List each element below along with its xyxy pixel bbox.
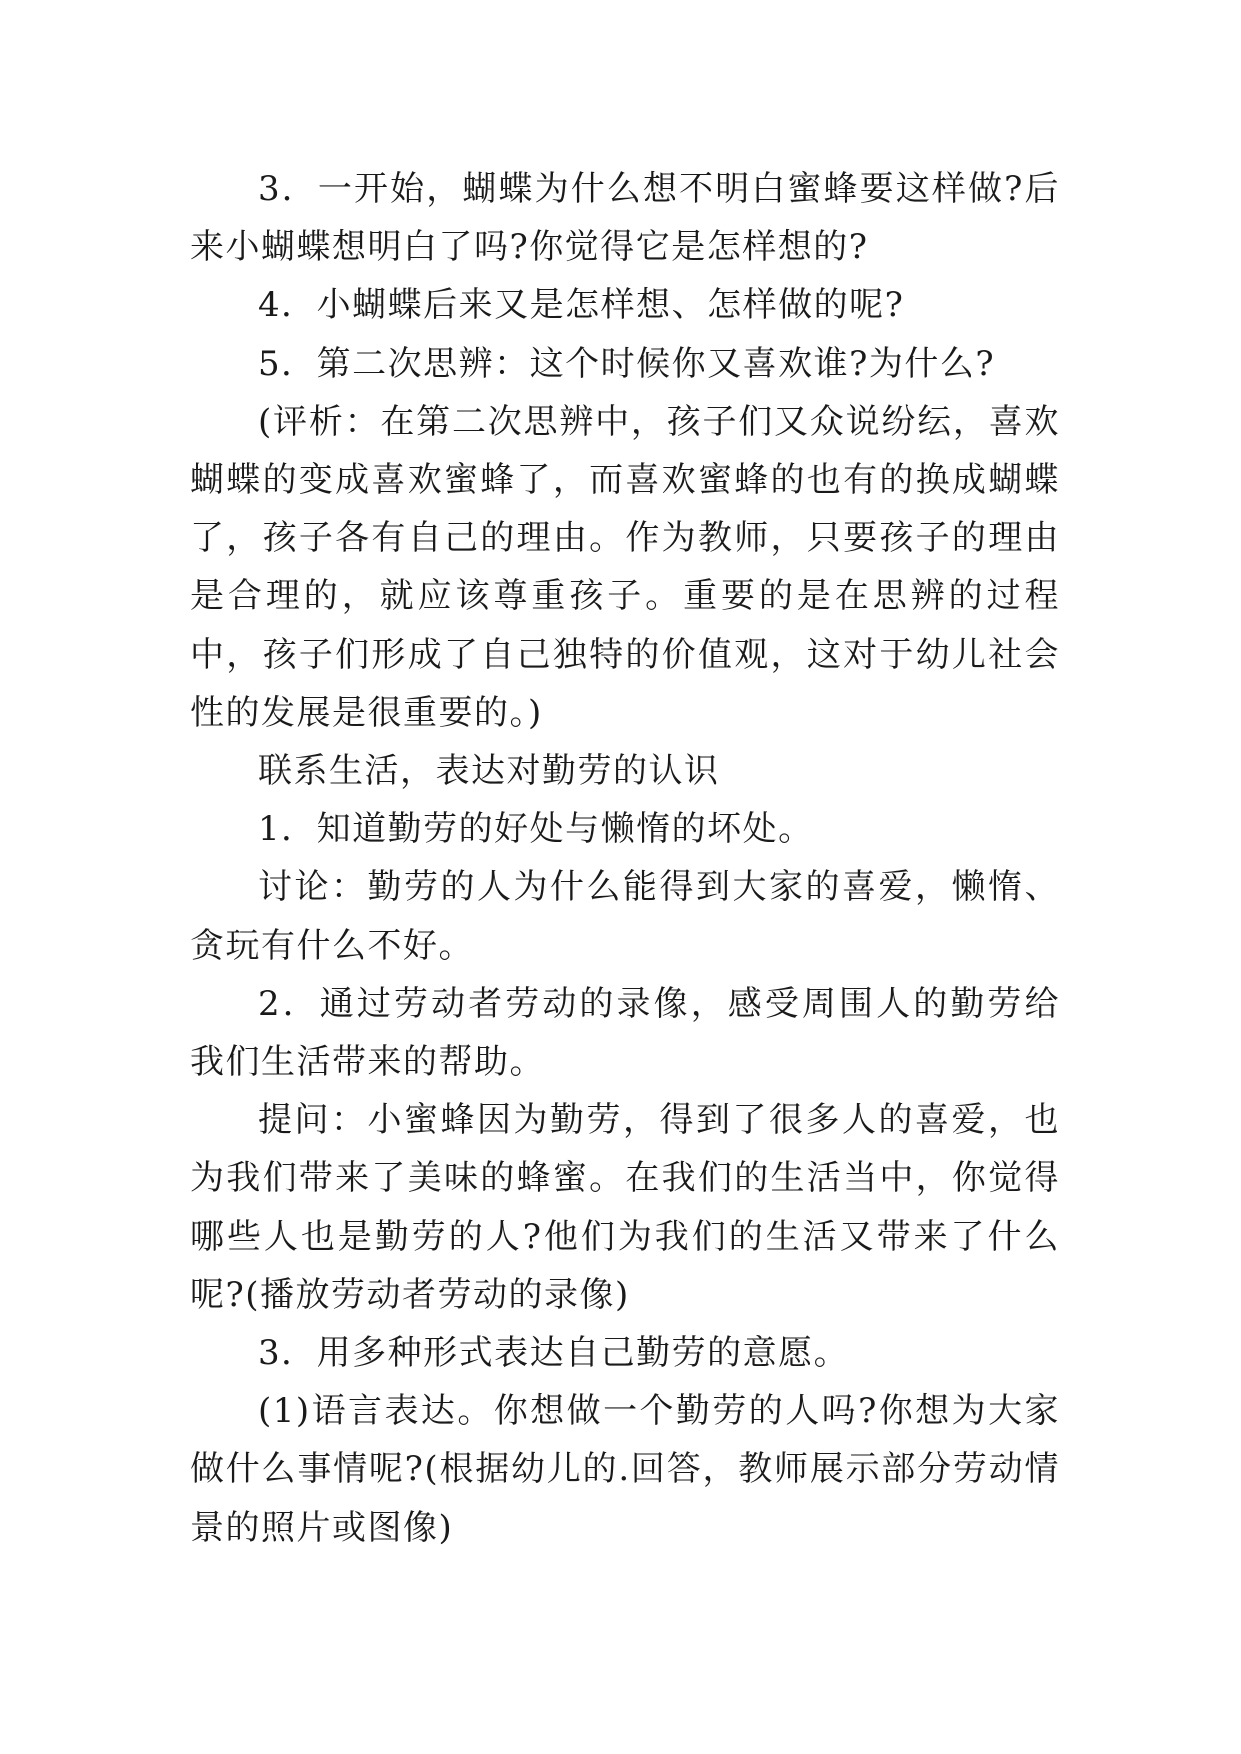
paragraph: 提问：小蜜蜂因为勤劳，得到了很多人的喜爱，也为我们带来了美味的蜂蜜。在我们的生活当中，你觉得哪些人也是勤劳的人?他们为我们的生活又带来了什么呢?(播放劳动者劳动的录像) xyxy=(190,1100,1060,1315)
paragraph: (评析：在第二次思辨中，孩子们又众说纷纭，喜欢蝴蝶的变成喜欢蜜蜂了，而喜欢蜜蜂的也有的换成蝴蝶了，孩子各有自己的理由。作为教师，只要孩子的理由是合理的，就应该尊重孩子。重要的是在思辨的过程中，孩子们形成了自己独特的价值观，这对于幼儿社会性的发展是很重要的。) xyxy=(190,401,1060,733)
paragraph: 讨论：勤劳的人为什么能得到大家的喜爱，懒惰、贪玩有什么不好。 xyxy=(190,867,1060,966)
paragraph: 5．第二次思辨：这个时候你又喜欢谁?为什么? xyxy=(258,343,996,384)
paragraph: 3．一开始，蝴蝶为什么想不明白蜜蜂要这样做?后来小蝴蝶想明白了吗?你觉得它是怎样想的? xyxy=(190,169,1060,268)
section-heading: 联系生活，表达对勤劳的认识 xyxy=(258,751,720,792)
paragraph: (1)语言表达。你想做一个勤劳的人吗?你想为大家做什么事情呢?(根据幼儿的.回答，教师展示部分劳动情景的照片或图像) xyxy=(190,1391,1060,1548)
paragraph: 3．用多种形式表达自己勤劳的意愿。 xyxy=(258,1333,850,1374)
paragraph: 1．知道勤劳的好处与懒惰的坏处。 xyxy=(258,809,814,850)
document-body xyxy=(190,160,1060,1557)
paragraph: 4．小蝴蝶后来又是怎样想、怎样做的呢? xyxy=(258,285,905,326)
paragraph: 2．通过劳动者劳动的录像，感受周围人的勤劳给我们生活带来的帮助。 xyxy=(190,983,1060,1083)
